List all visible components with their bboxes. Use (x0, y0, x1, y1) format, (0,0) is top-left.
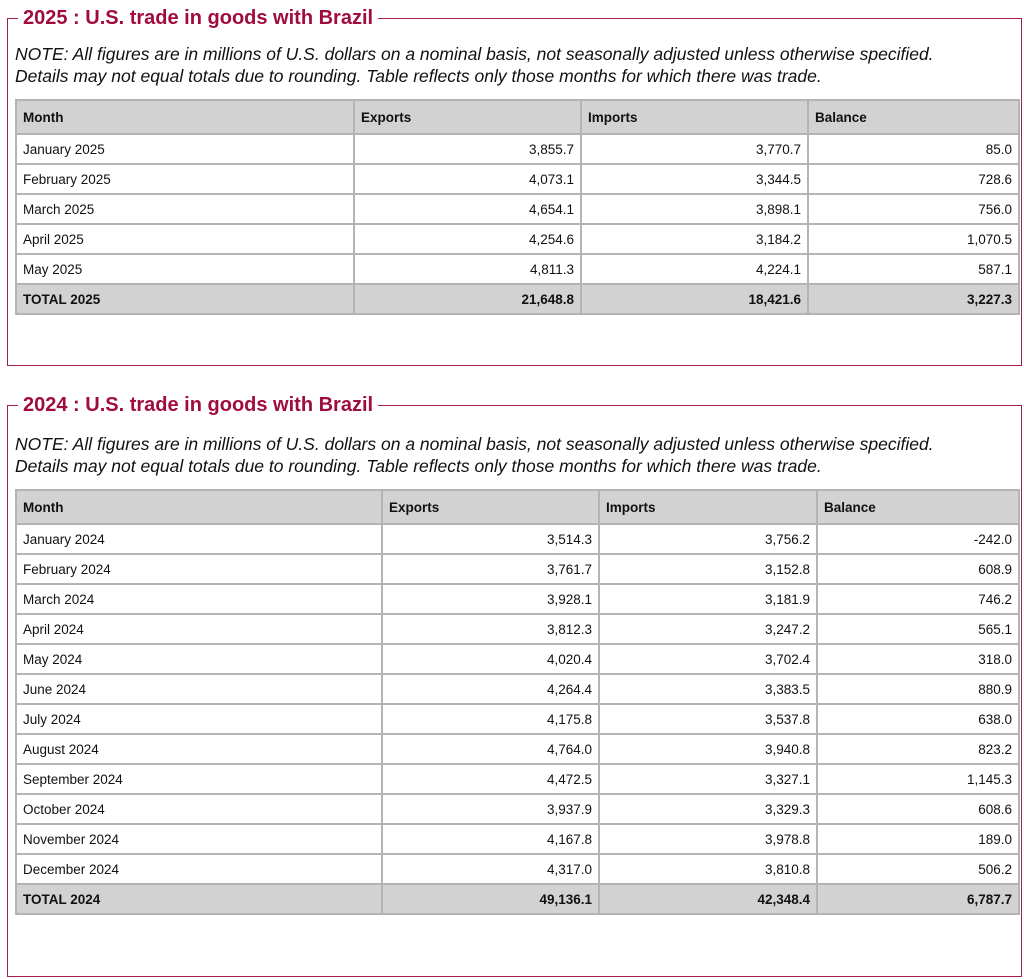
cell-exports: 4,073.1 (354, 164, 581, 194)
cell-month: May 2024 (16, 644, 382, 674)
cell-balance: 823.2 (817, 734, 1019, 764)
cell-balance: -242.0 (817, 524, 1019, 554)
total-row (16, 284, 1019, 314)
cell-balance: 756.0 (808, 194, 1019, 224)
table-row (16, 674, 1019, 704)
table-row (16, 704, 1019, 734)
cell-exports: 3,812.3 (382, 614, 599, 644)
cell-exports: 3,514.3 (382, 524, 599, 554)
cell-exports: 4,654.1 (354, 194, 581, 224)
trade-table-2024 (15, 489, 1020, 915)
cell-imports: 3,770.7 (581, 134, 808, 164)
cell-exports: 4,254.6 (354, 224, 581, 254)
cell-month: March 2025 (16, 194, 354, 224)
trade-section-2025 (7, 7, 1022, 366)
note-2024 (15, 433, 1015, 477)
column-header-month: Month (16, 490, 382, 524)
total-cell-imports: 42,348.4 (599, 884, 817, 914)
column-header-imports: Imports (581, 100, 808, 134)
cell-exports: 4,264.4 (382, 674, 599, 704)
cell-exports: 3,937.9 (382, 794, 599, 824)
cell-month: November 2024 (16, 824, 382, 854)
cell-balance: 608.9 (817, 554, 1019, 584)
cell-balance: 608.6 (817, 794, 1019, 824)
cell-exports: 4,472.5 (382, 764, 599, 794)
table-row (16, 254, 1019, 284)
cell-imports: 3,756.2 (599, 524, 817, 554)
cell-balance: 746.2 (817, 584, 1019, 614)
cell-balance: 318.0 (817, 644, 1019, 674)
table-row (16, 194, 1019, 224)
table-row (16, 764, 1019, 794)
column-header-balance: Balance (817, 490, 1019, 524)
cell-balance: 880.9 (817, 674, 1019, 704)
cell-balance: 1,070.5 (808, 224, 1019, 254)
section-title-2025: 2025 : U.S. trade in goods with Brazil (18, 5, 378, 31)
cell-month: February 2025 (16, 164, 354, 194)
cell-exports: 3,855.7 (354, 134, 581, 164)
table-row (16, 644, 1019, 674)
cell-imports: 3,344.5 (581, 164, 808, 194)
cell-exports: 3,761.7 (382, 554, 599, 584)
cell-imports: 3,329.3 (599, 794, 817, 824)
cell-month: September 2024 (16, 764, 382, 794)
cell-balance: 189.0 (817, 824, 1019, 854)
cell-imports: 3,810.8 (599, 854, 817, 884)
total-row (16, 884, 1019, 914)
cell-exports: 4,764.0 (382, 734, 599, 764)
total-cell-month: TOTAL 2025 (16, 284, 354, 314)
cell-month: July 2024 (16, 704, 382, 734)
cell-imports: 3,181.9 (599, 584, 817, 614)
table-row (16, 824, 1019, 854)
cell-exports: 3,928.1 (382, 584, 599, 614)
cell-month: January 2024 (16, 524, 382, 554)
table-row (16, 524, 1019, 554)
cell-imports: 3,978.8 (599, 824, 817, 854)
table-row (16, 614, 1019, 644)
cell-month: February 2024 (16, 554, 382, 584)
cell-exports: 4,175.8 (382, 704, 599, 734)
cell-imports: 3,702.4 (599, 644, 817, 674)
table-row (16, 554, 1019, 584)
cell-imports: 4,224.1 (581, 254, 808, 284)
cell-month: October 2024 (16, 794, 382, 824)
column-header-exports: Exports (354, 100, 581, 134)
cell-month: May 2025 (16, 254, 354, 284)
cell-imports: 3,383.5 (599, 674, 817, 704)
cell-exports: 4,167.8 (382, 824, 599, 854)
cell-balance: 638.0 (817, 704, 1019, 734)
cell-imports: 3,898.1 (581, 194, 808, 224)
table-row (16, 164, 1019, 194)
column-header-balance: Balance (808, 100, 1019, 134)
cell-month: March 2024 (16, 584, 382, 614)
table-row (16, 794, 1019, 824)
total-cell-exports: 21,648.8 (354, 284, 581, 314)
table-header-row (16, 100, 1019, 134)
cell-imports: 3,940.8 (599, 734, 817, 764)
total-cell-month: TOTAL 2024 (16, 884, 382, 914)
trade-table-2025 (15, 99, 1020, 315)
cell-month: January 2025 (16, 134, 354, 164)
cell-exports: 4,317.0 (382, 854, 599, 884)
total-cell-exports: 49,136.1 (382, 884, 599, 914)
cell-imports: 3,247.2 (599, 614, 817, 644)
cell-balance: 1,145.3 (817, 764, 1019, 794)
note-line-1: NOTE: All figures are in millions of U.S. dollars on a nominal basis, not seasonally adjusted unless otherwise specified. (15, 44, 934, 64)
note-2025 (15, 43, 1015, 87)
table-row (16, 734, 1019, 764)
column-header-exports: Exports (382, 490, 599, 524)
total-cell-balance: 3,227.3 (808, 284, 1019, 314)
cell-balance: 85.0 (808, 134, 1019, 164)
table-row (16, 224, 1019, 254)
note-line-2: Details may not equal totals due to rounding. Table reflects only those months for which there was trade. (15, 66, 822, 86)
cell-balance: 565.1 (817, 614, 1019, 644)
cell-balance: 587.1 (808, 254, 1019, 284)
section-title-2024: 2024 : U.S. trade in goods with Brazil (18, 392, 378, 418)
cell-month: August 2024 (16, 734, 382, 764)
cell-imports: 3,184.2 (581, 224, 808, 254)
column-header-imports: Imports (599, 490, 817, 524)
total-cell-balance: 6,787.7 (817, 884, 1019, 914)
cell-month: December 2024 (16, 854, 382, 884)
cell-exports: 4,020.4 (382, 644, 599, 674)
cell-month: June 2024 (16, 674, 382, 704)
table-row (16, 854, 1019, 884)
trade-section-2024 (7, 394, 1022, 977)
column-header-month: Month (16, 100, 354, 134)
table-header-row (16, 490, 1019, 524)
cell-imports: 3,537.8 (599, 704, 817, 734)
cell-balance: 506.2 (817, 854, 1019, 884)
table-row (16, 584, 1019, 614)
cell-month: April 2024 (16, 614, 382, 644)
note-line-1: NOTE: All figures are in millions of U.S. dollars on a nominal basis, not seasonally adjusted unless otherwise specified. (15, 434, 934, 454)
table-row (16, 134, 1019, 164)
cell-month: April 2025 (16, 224, 354, 254)
total-cell-imports: 18,421.6 (581, 284, 808, 314)
cell-imports: 3,152.8 (599, 554, 817, 584)
cell-imports: 3,327.1 (599, 764, 817, 794)
cell-exports: 4,811.3 (354, 254, 581, 284)
note-line-2: Details may not equal totals due to rounding. Table reflects only those months for which there was trade. (15, 456, 822, 476)
cell-balance: 728.6 (808, 164, 1019, 194)
